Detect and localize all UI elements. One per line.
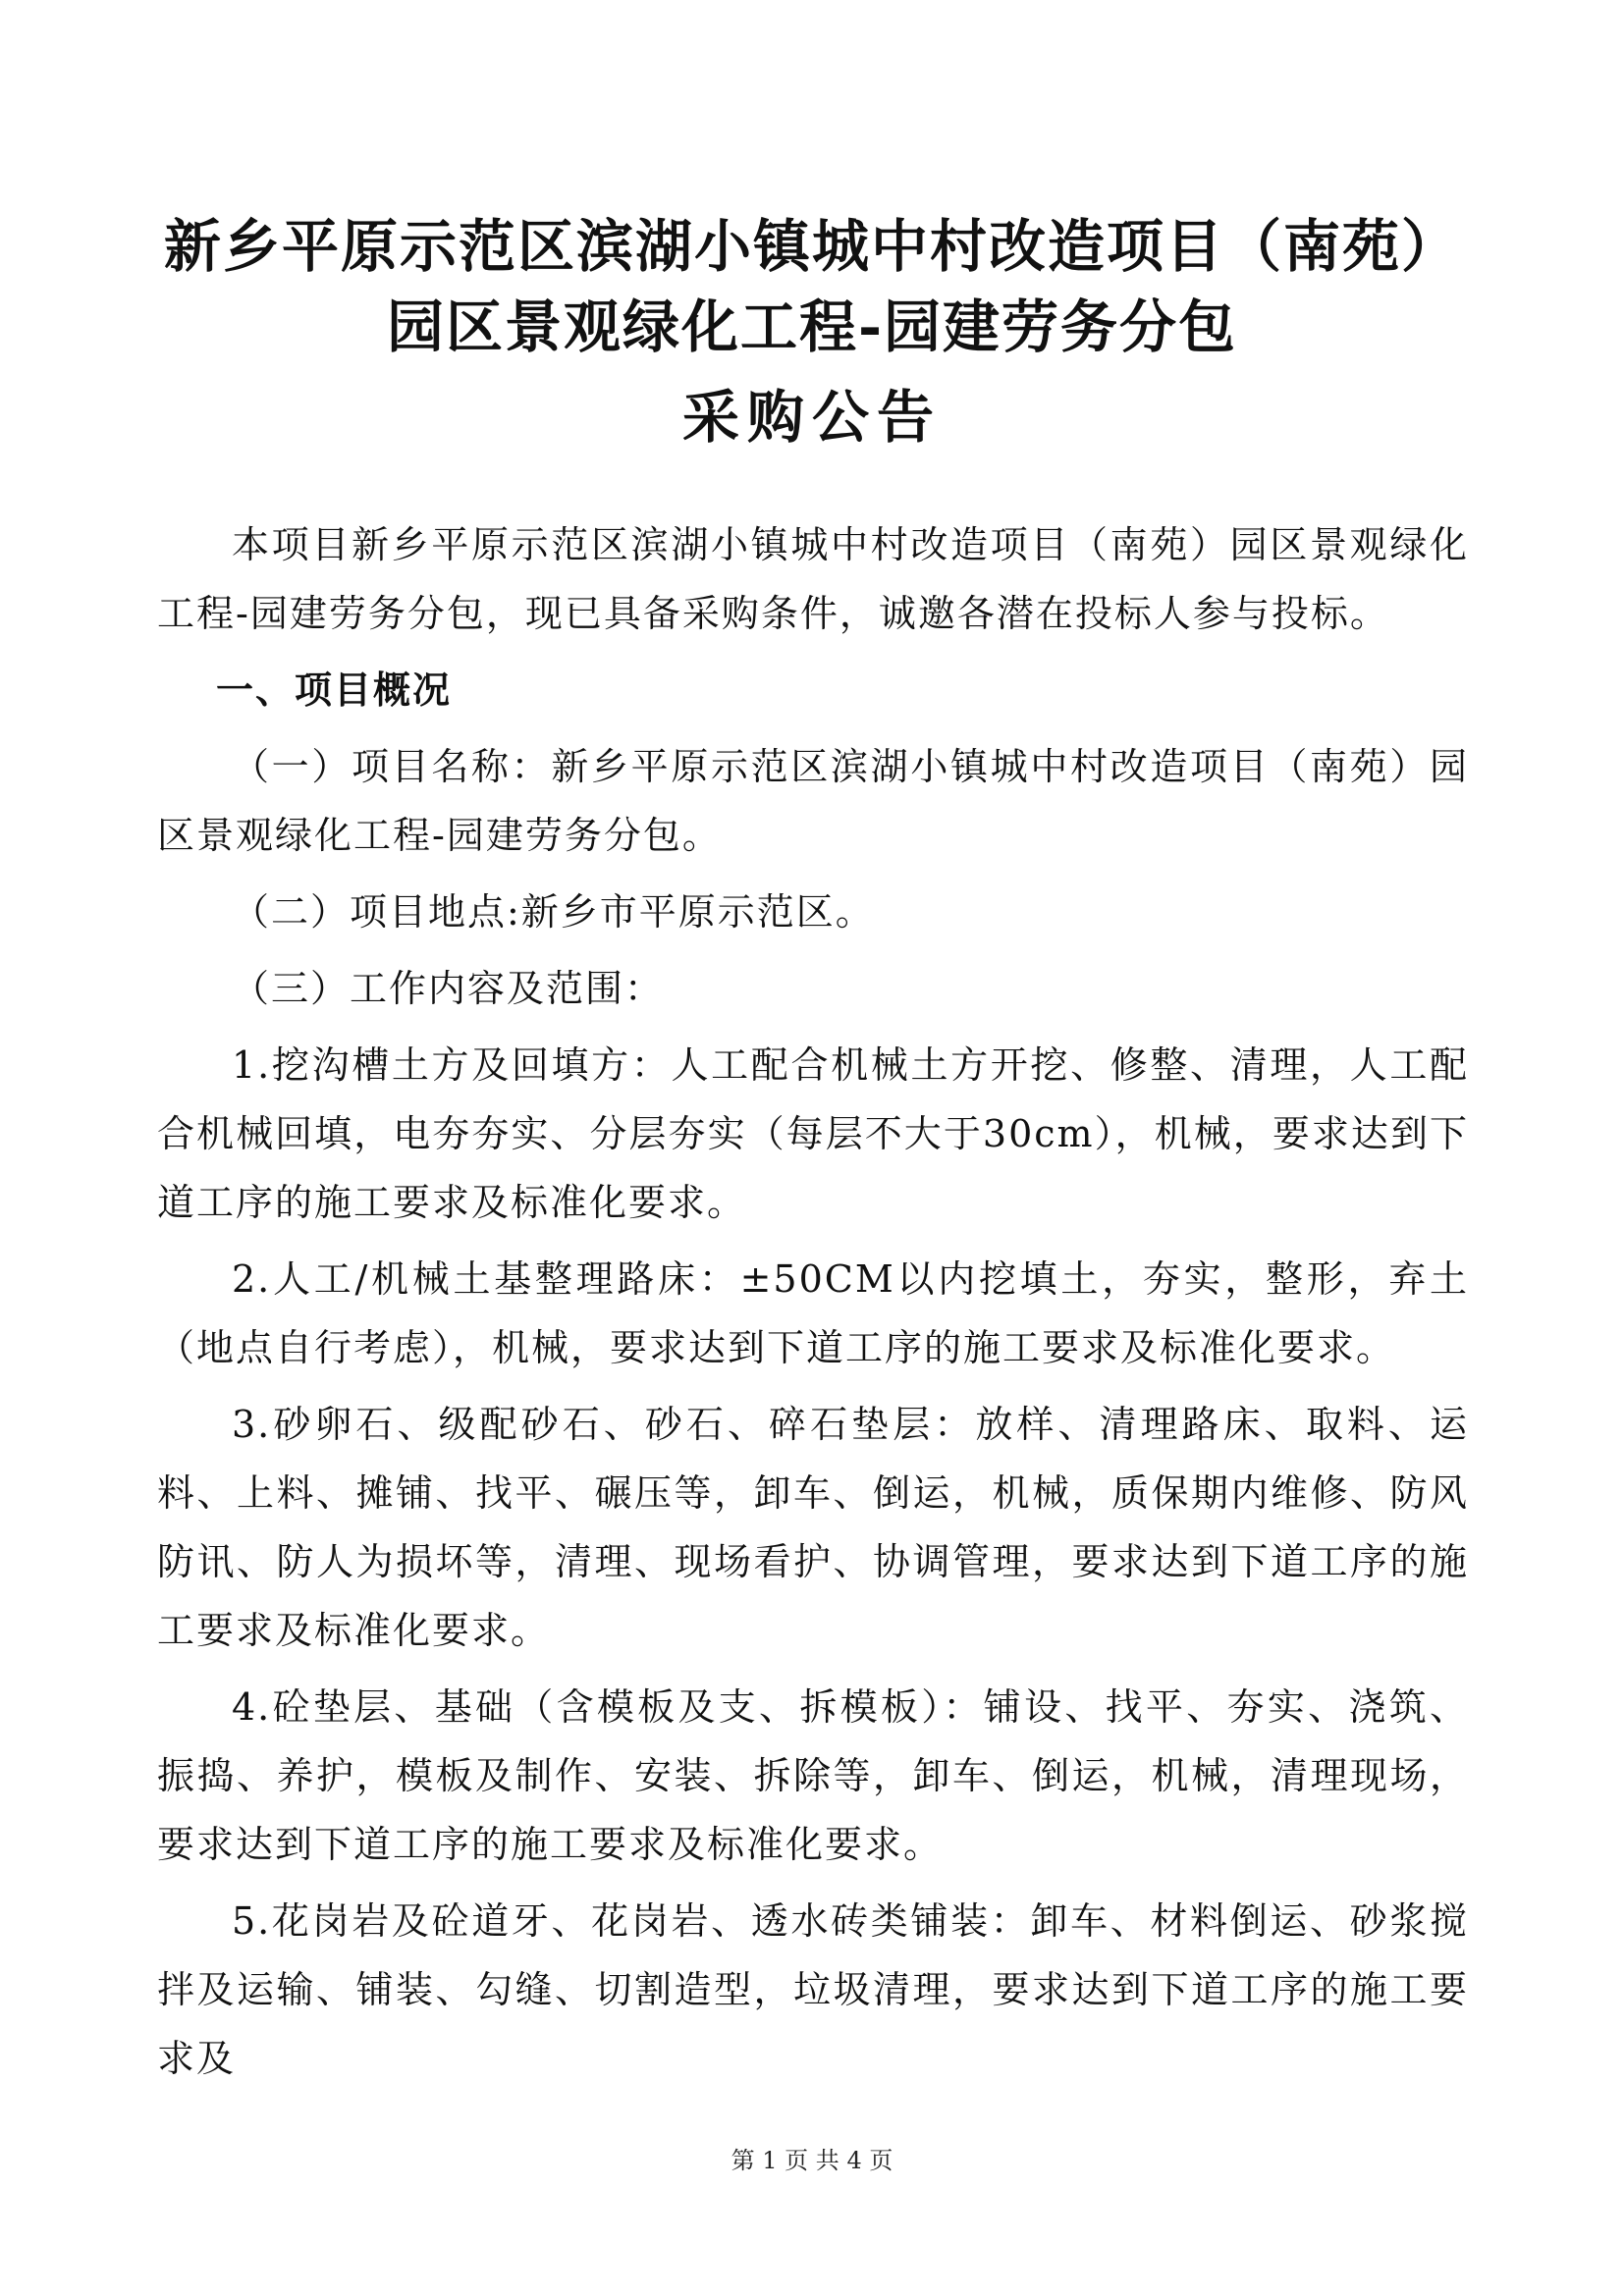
document-title-line-1: 新乡平原示范区滨湖小镇城中村改造项目（南苑） <box>163 213 1460 280</box>
document-subtitle: 采购公告 <box>681 384 942 451</box>
title-block <box>118 206 1506 457</box>
overview-item-project-location: （二）项目地点:新乡市平原示范区。 <box>232 890 875 934</box>
page-footer: 第 1 页 共 4 页 <box>731 2147 893 2174</box>
overview-item-work-scope: （三）工作内容及范围： <box>232 967 665 1010</box>
work-item-5: 5.花岗岩及砼道牙、花岗岩、透水砖类铺装：卸车、材料倒运、砂浆搅拌及运输、铺装、勾缝、切割造型，垃圾清理，要求达到下道工序的施工要求及 <box>157 1899 1469 2080</box>
work-item-2: 2.人工/机械土基整理路床：±50CM以内挖填土，夯实，整形，弃土（地点自行考虑），机械，要求达到下道工序的施工要求及标准化要求。 <box>157 1257 1469 1369</box>
overview-item-project-name: （一）项目名称：新乡平原示范区滨湖小镇城中村改造项目（南苑）园区景观绿化工程-园建劳务分包。 <box>157 745 1469 857</box>
work-item-1: 1.挖沟槽土方及回填方：人工配合机械土方开挖、修整、清理，人工配合机械回填，电夯夯实、分层夯实（每层不大于30cm），机械，要求达到下道工序的施工要求及标准化要求。 <box>157 1043 1469 1224</box>
work-item-3: 3.砂卵石、级配砂石、砂石、碎石垫层：放样、清理路床、取料、运料、上料、摊铺、找平、碾压等，卸车、倒运，机械，质保期内维修、防风防讯、防人为损坏等，清理、现场看护、协调管理，要求达到下道工序的施工要求及标准化要求。 <box>157 1403 1469 1652</box>
section-heading-project-overview: 一、项目概况 <box>216 667 453 712</box>
document-title-line-2: 园区景观绿化工程-园建劳务分包 <box>386 294 1238 360</box>
work-item-4: 4.砼垫层、基础（含模板及支、拆模板）：铺设、找平、夯实、浇筑、振捣、养护，模板及制作、安装、拆除等，卸车、倒运，机械，清理现场，要求达到下道工序的施工要求及标准化要求。 <box>157 1685 1469 1866</box>
document-body <box>157 510 1469 2101</box>
intro-paragraph: 本项目新乡平原示范区滨湖小镇城中村改造项目（南苑）园区景观绿化工程-园建劳务分包，现已具备采购条件，诚邀各潜在投标人参与投标。 <box>157 523 1469 635</box>
